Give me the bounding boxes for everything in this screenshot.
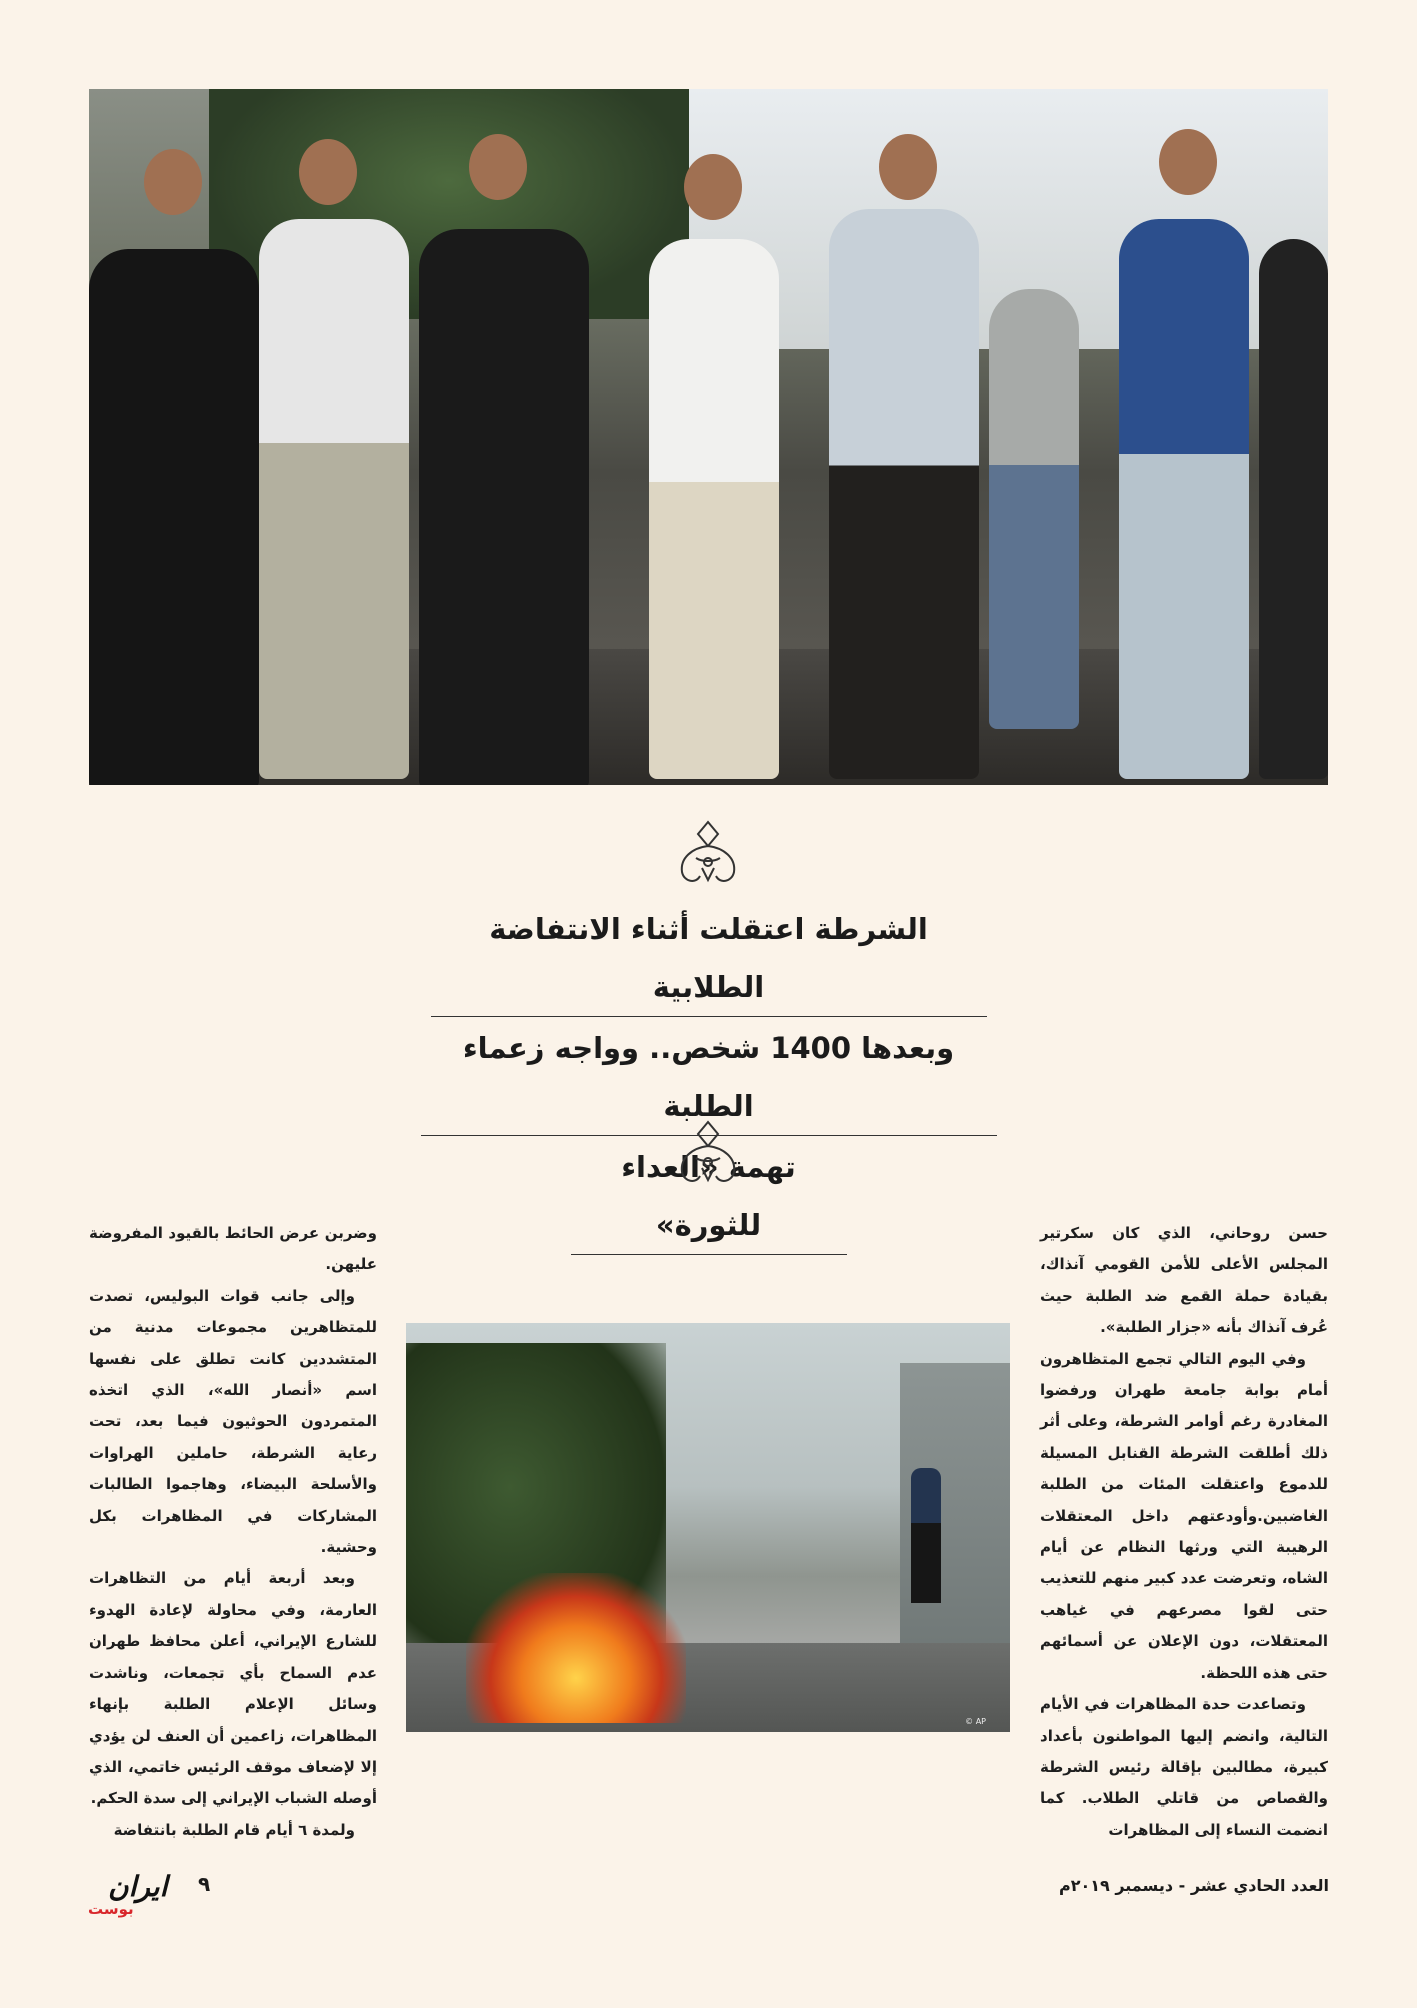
protester: [649, 239, 779, 779]
floral-ornament-icon: [672, 818, 744, 890]
floral-ornament-icon: [672, 1118, 744, 1190]
paragraph: وبعد أربعة أيام من التظاهرات العارمة، وفي محاولة لإعادة الهدوء للشارع الإيراني، أعلن محافظ طهران عدم السماح بأي تجمعات، وناشدت وسائل الإعلام الطلبة بإنهاء المظاهرات، زاعمين أن العنف لن يؤدي إلا لإضعاف موقف الرئيس خاتمي، الذي أوصله الشباب الإيراني إلى سدة الحكم.: [89, 1569, 377, 1808]
protester-head: [1159, 129, 1217, 195]
paragraph: وتصاعدت حدة المظاهرات في الأيام التالية، وانضم إليها المواطنون بأعداد كبيرة، مطالبين بإقالة رئيس الشرطة والقصاص من قاتلي الطلاب. كما انضمت النساء إلى المظاهرات: [1040, 1695, 1328, 1839]
protester: [1259, 239, 1328, 779]
photo-runner-legs: [911, 1523, 941, 1603]
logo-main-text: ايران: [108, 1870, 168, 1903]
paragraph: وفي اليوم التالي تجمع المتظاهرون أمام بوابة جامعة طهران ورفضوا المغادرة رغم أوامر الشرطة، وعلى أثر ذلك أطلقت الشرطة القنابل المسيلة للدموع واعتقلت المئات من الطلبة الغاضبين.وأودعتهم داخل المعتقلات الرهيبة التي ورثها النظام عن أيام الشاه، وتعرضت عدد كبير منهم للتعذيب حتى لقوا مصرعهم في غياهب المعتقلات، دون الإعلان عن أسمائهم حتى هذه اللحظة.: [1040, 1349, 1328, 1682]
right-text-column: [1040, 1218, 1328, 1846]
protester: [259, 219, 409, 779]
protest-photo: [89, 89, 1328, 785]
page-number: ٩: [198, 1872, 211, 1896]
headline-line-1: الشرطة اعتقلت أثناء الانتفاضة الطلابية: [431, 900, 987, 1017]
protester-head: [879, 134, 937, 200]
paragraph: ولمدة ٦ أيام قام الطلبة بانتفاضة: [113, 1820, 355, 1839]
protester: [1119, 219, 1249, 779]
paragraph: حسن روحاني، الذي كان سكرتير المجلس الأعلى للأمن القومي آنذاك، بقيادة حملة القمع ضد الطلبة حيث عُرف آنذاك بأنه «جزار الطلبة».: [1040, 1224, 1328, 1337]
protester: [829, 209, 979, 779]
left-text-column: [89, 1218, 377, 1846]
protester: [89, 249, 259, 785]
headline-line-3: تهمة «العداء للثورة»: [571, 1138, 847, 1255]
photo-fire: [466, 1573, 686, 1723]
protester-head: [684, 154, 742, 220]
photo-runner: [911, 1468, 941, 1528]
protester: [989, 289, 1079, 729]
street-clash-photo: [406, 1323, 1010, 1732]
protester-head: [144, 149, 202, 215]
issue-info: العدد الحادي عشر - ديسمبر ٢٠١٩م: [1058, 1876, 1329, 1895]
article-headline: [380, 900, 1037, 1255]
protester: [419, 229, 589, 785]
protester-head: [469, 134, 527, 200]
photo-credit: © AP: [965, 1717, 986, 1726]
protester-head: [299, 139, 357, 205]
logo-sub-text: بوست: [88, 1900, 134, 1918]
paragraph: وضربن عرض الحائط بالقيود المفروضة عليهن.: [89, 1224, 377, 1274]
paragraph: وإلى جانب قوات البوليس، تصدت للمتظاهرين مجموعات مدنية من المتشددين كانت تطلق على نفسها اسم «أنصار الله»، الذي اتخذه المتمردون الحوثيون فيما بعد، تحت رعاية الشرطة، حاملين الهراوات والأسلحة البيضاء، وهاجموا الطالبات المشاركات في المظاهرات بكل وحشية.: [89, 1286, 377, 1557]
headline-line-2: وبعدها 1400 شخص.. وواجه زعماء الطلبة: [421, 1019, 997, 1136]
